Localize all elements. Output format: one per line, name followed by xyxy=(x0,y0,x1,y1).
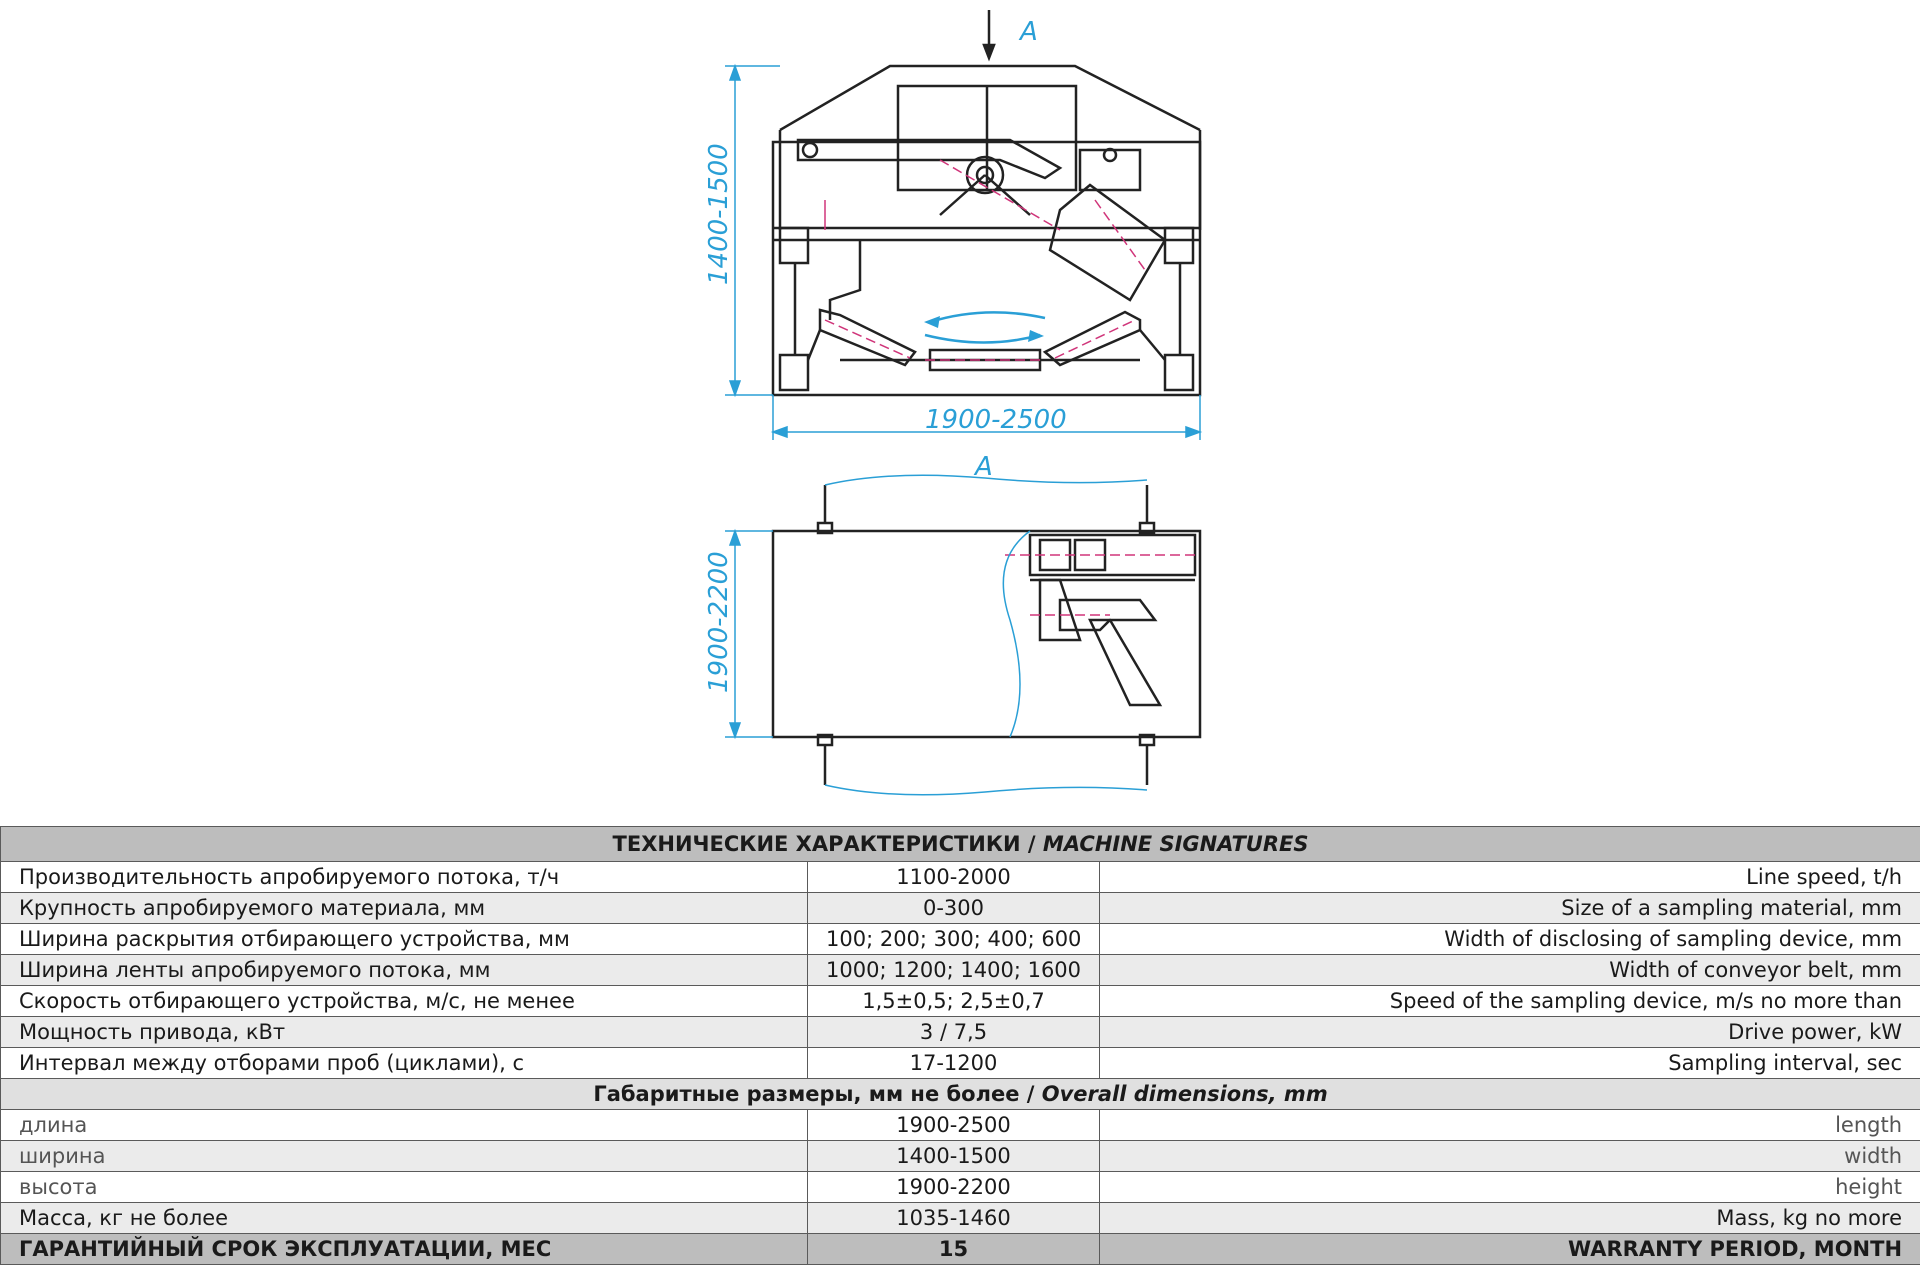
row-en: length xyxy=(1100,1110,1920,1141)
section-label-a-top: A xyxy=(1020,17,1038,47)
row-en: Mass, kg no more xyxy=(1100,1203,1920,1234)
row-ru: Ширина ленты апробируемого потока, мм xyxy=(1,955,808,986)
dims-header xyxy=(1,1079,1920,1110)
row-en: Width of conveyor belt, mm xyxy=(1100,955,1920,986)
table-row xyxy=(1,924,1920,955)
row-value: 1000; 1200; 1400; 1600 xyxy=(808,955,1100,986)
table-row xyxy=(1,1110,1920,1141)
row-ru: Производительность апробируемого потока, т/ч xyxy=(1,862,808,893)
row-ru: ширина xyxy=(1,1141,808,1172)
row-value: 1900-2200 xyxy=(808,1172,1100,1203)
table-row xyxy=(1,955,1920,986)
row-value: 1400-1500 xyxy=(808,1141,1100,1172)
spec-table-header xyxy=(1,827,1920,862)
dim-height-label: 1400-1500 xyxy=(704,143,734,285)
table-row xyxy=(1,893,1920,924)
plan-break-lines xyxy=(725,475,1147,795)
row-ru: Масса, кг не более xyxy=(1,1203,808,1234)
row-ru: Мощность привода, кВт xyxy=(1,1017,808,1048)
row-value: 1035-1460 xyxy=(808,1203,1100,1234)
title-en: MACHINE SIGNATURES xyxy=(1042,832,1309,856)
row-en: Size of a sampling material, mm xyxy=(1100,893,1920,924)
row-ru: Интервал между отборами проб (циклами), с xyxy=(1,1048,808,1079)
row-value: 3 / 7,5 xyxy=(808,1017,1100,1048)
title-ru: ТЕХНИЧЕСКИЕ ХАРАКТЕРИСТИКИ / xyxy=(612,832,1043,856)
warranty-row xyxy=(1,1234,1920,1265)
table-row xyxy=(1,1048,1920,1079)
row-value: 1,5±0,5; 2,5±0,7 xyxy=(808,986,1100,1017)
dims-title-en: Overall dimensions, mm xyxy=(1041,1082,1328,1106)
dimension-lines-front xyxy=(725,66,1200,440)
plan-view xyxy=(773,485,1200,785)
row-en: Width of disclosing of sampling device, mm xyxy=(1100,924,1920,955)
row-value: 1900-2500 xyxy=(808,1110,1100,1141)
table-row xyxy=(1,862,1920,893)
table-row xyxy=(1,1203,1920,1234)
spec-table-title xyxy=(1,827,1920,862)
warranty-ru: ГАРАНТИЙНЫЙ СРОК ЭКСПЛУАТАЦИИ, МЕС xyxy=(1,1234,808,1265)
warranty-value: 15 xyxy=(808,1234,1100,1265)
front-view xyxy=(773,10,1200,395)
row-value: 100; 200; 300; 400; 600 xyxy=(808,924,1100,955)
row-ru: Ширина раскрытия отбирающего устройства, мм xyxy=(1,924,808,955)
row-en: height xyxy=(1100,1172,1920,1203)
row-ru: высота xyxy=(1,1172,808,1203)
row-value: 1100-2000 xyxy=(808,862,1100,893)
table-row xyxy=(1,1141,1920,1172)
row-ru: Крупность апробируемого материала, мм xyxy=(1,893,808,924)
row-ru: длина xyxy=(1,1110,808,1141)
table-row xyxy=(1,1017,1920,1048)
table-row xyxy=(1,1172,1920,1203)
row-value: 0-300 xyxy=(808,893,1100,924)
row-value: 17-1200 xyxy=(808,1048,1100,1079)
dims-title-ru: Габаритные размеры, мм не более / xyxy=(593,1082,1042,1106)
section-label-a-plan: A xyxy=(975,452,993,482)
warranty-en: WARRANTY PERIOD, MONTH xyxy=(1100,1234,1920,1265)
row-ru: Скорость отбирающего устройства, м/с, не менее xyxy=(1,986,808,1017)
row-en: Drive power, kW xyxy=(1100,1017,1920,1048)
row-en: Line speed, t/h xyxy=(1100,862,1920,893)
dims-title xyxy=(1,1079,1920,1110)
table-row xyxy=(1,986,1920,1017)
row-en: Sampling interval, sec xyxy=(1100,1048,1920,1079)
row-en: width xyxy=(1100,1141,1920,1172)
dim-width-label: 1900-2200 xyxy=(704,551,734,693)
row-en: Speed of the sampling device, m/s no more than xyxy=(1100,986,1920,1017)
dim-length-label: 1900-2500 xyxy=(925,405,1067,435)
spec-table xyxy=(0,826,1920,1265)
